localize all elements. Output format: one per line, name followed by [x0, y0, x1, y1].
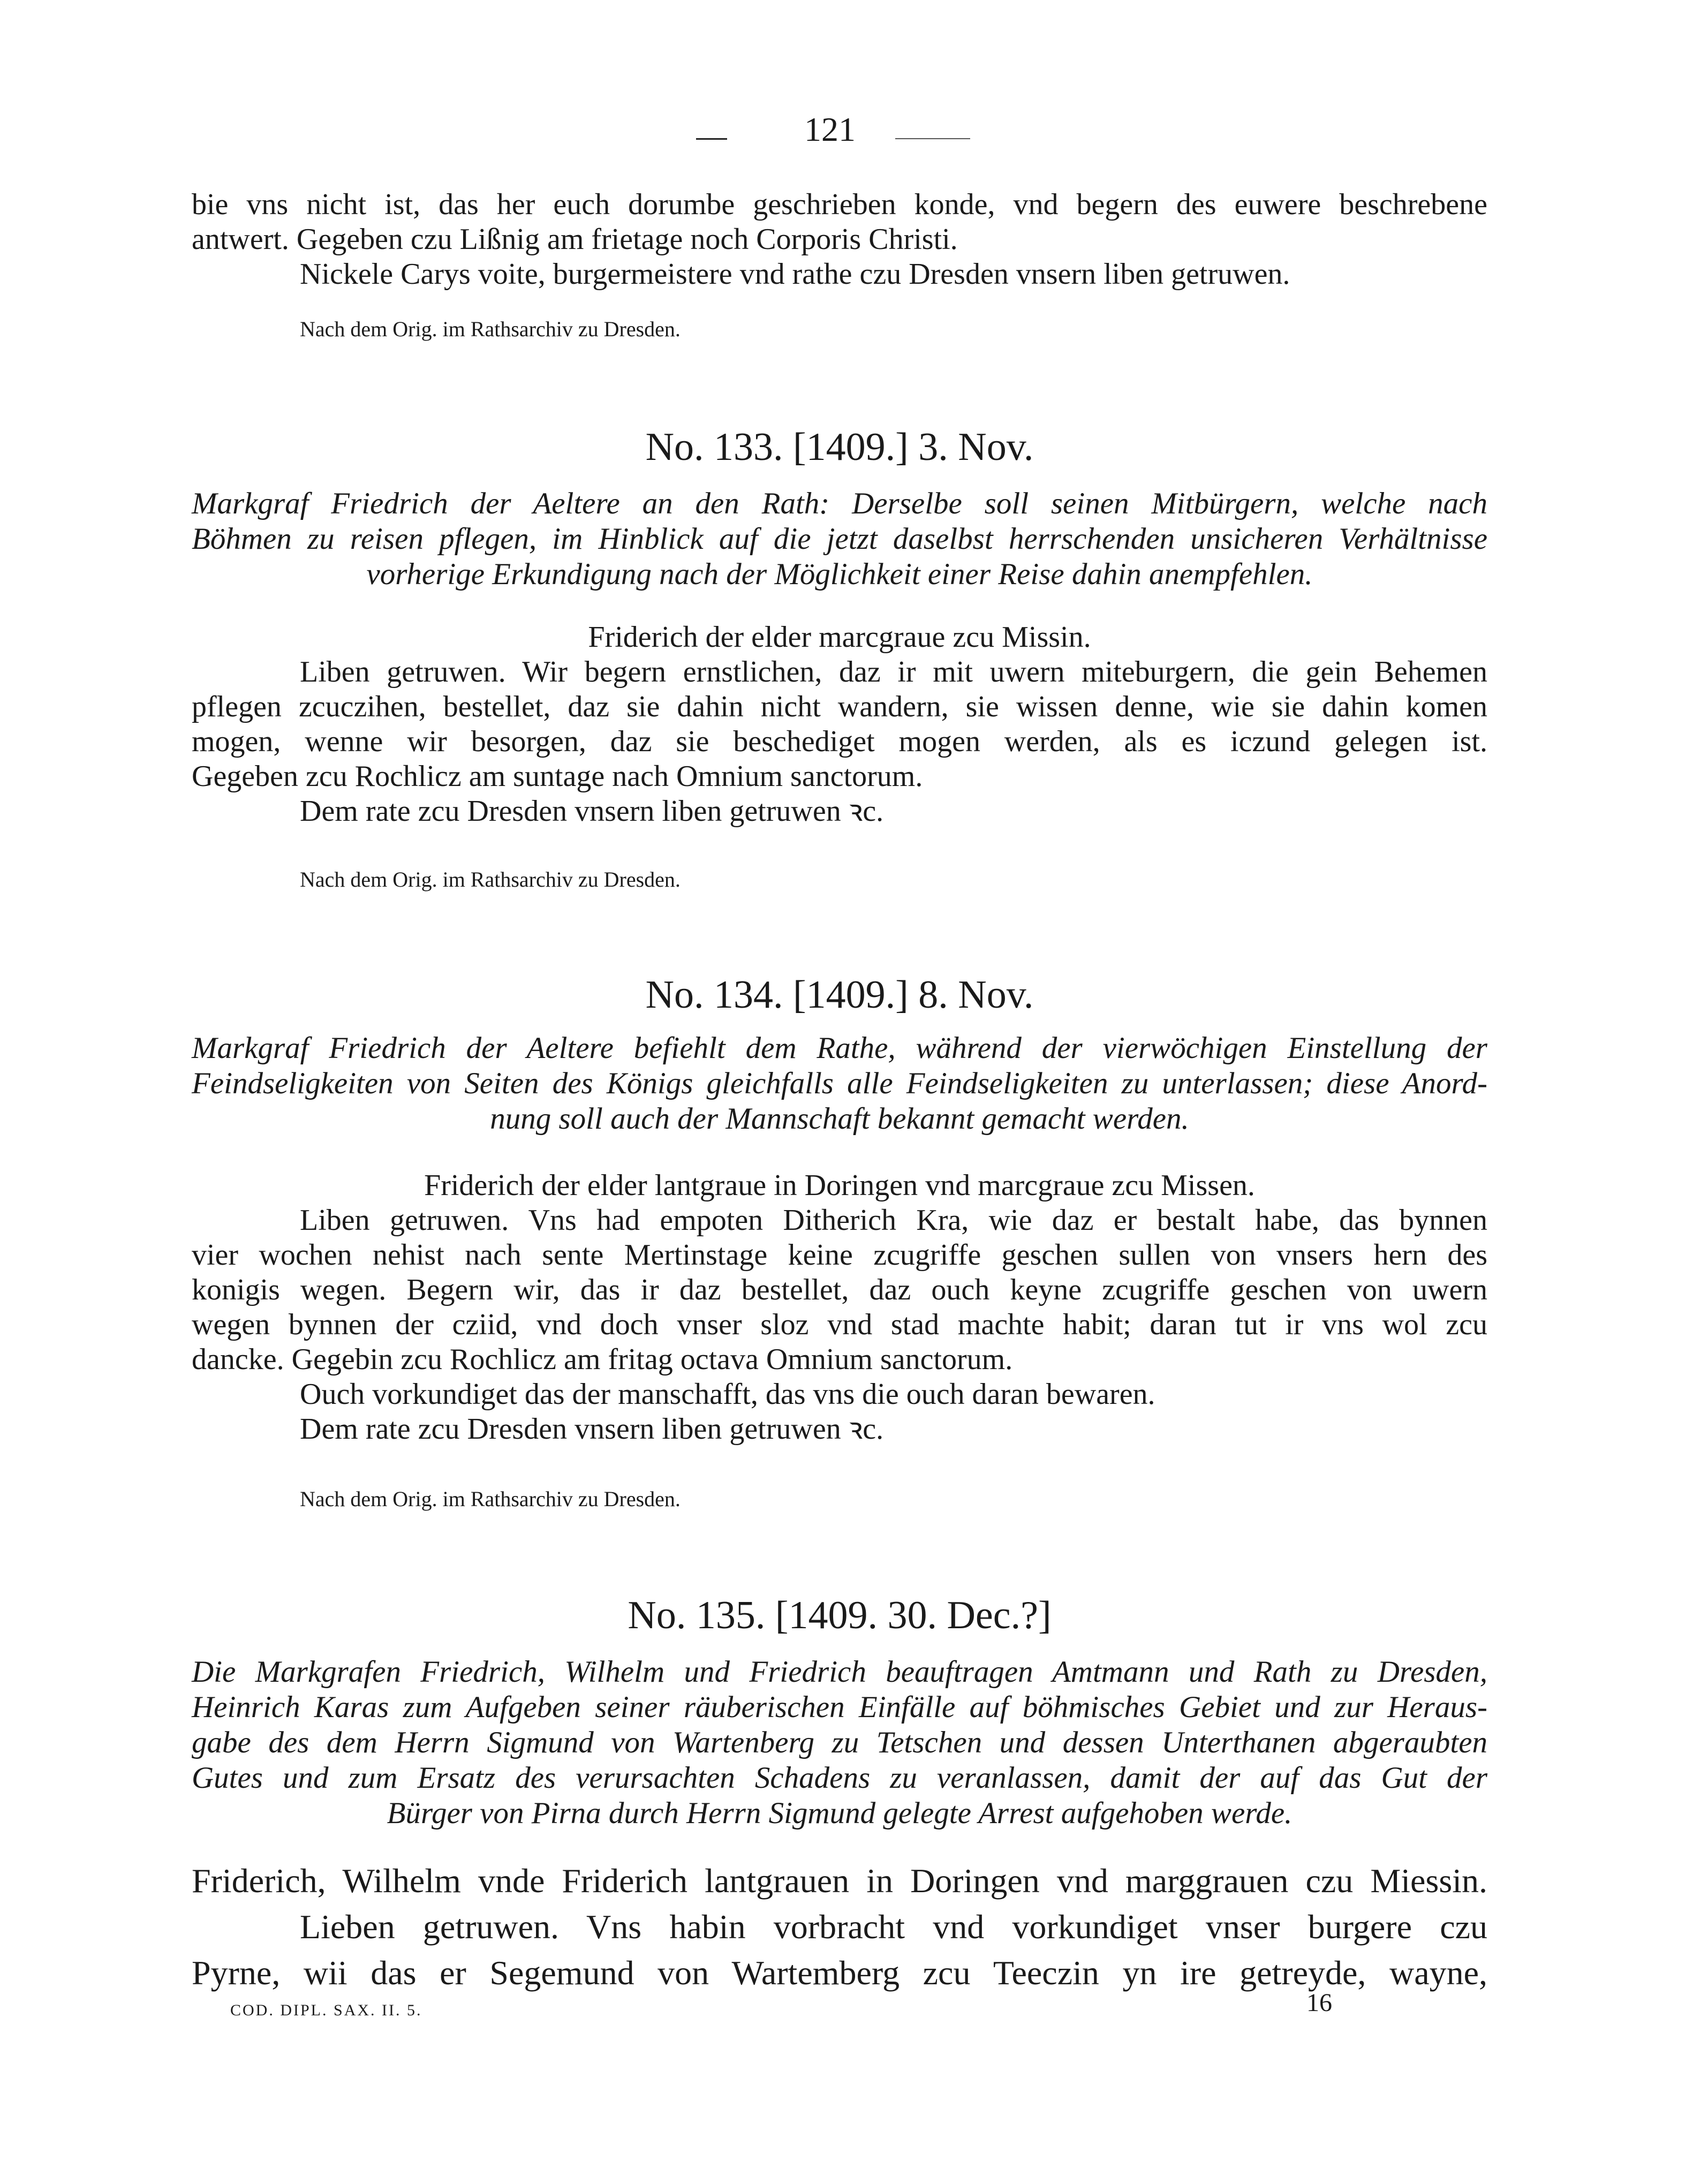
intitulatio: Friderich, Wilhelm vnde Friderich lantgrauen in Doringen vnd marggrauen czu Miessin. — [192, 1862, 1487, 1900]
header-dash-left — [696, 138, 727, 140]
intitulatio: Friderich der elder lantgraue in Doringen vnd marcgraue zcu Missen. — [424, 1169, 1255, 1202]
header-dash-right — [895, 138, 970, 139]
doc-text-133: Friderich der elder marcgraue zcu Missin. Liben getruwen. Wir begern ernstlichen, daz ir mit uwern miteburgern, die gein Behemen pflegen zcuczihen, bestellet, daz sie dahin nicht wandern, sie wissen denne, wie sie dahin komen mogen, wenne wir besorgen, daz sie beschediget mogen werden, als es iczund gelegen ist. Gegeben zcu Rochlicz am suntage nach Omnium sanctorum. Dem rate zcu Dresden vnsern liben getruwen ꝛc. — [192, 621, 1487, 828]
doc-summary-135: Die Markgrafen Friedrich, Wilhelm und Friedrich beauftragen Amtmann und Rath zu Dresden, Heinrich Karas zum Aufgeben seiner räuberischen Einfälle auf böhmisches Gebiet und zur Heraus- gabe des dem Herrn Sigmund von Wartenberg zu Tetschen und dessen Unterthanen abgeraubten Gutes und zum Ersatz des verursachten Schadens zu veranlassen, damit der auf das Gut der Bürger von Pirna durch Herrn Sigmund gelegte Arrest aufgehoben werde. — [192, 1655, 1487, 1830]
text-line: antwert. Gegeben czu Lißnig am frietage noch Corporis Christi. — [192, 223, 958, 256]
bogen-signature: COD. DIPL. SAX. II. 5. — [230, 2001, 422, 2019]
page-number: 121 — [804, 110, 856, 148]
doc-summary-134: Markgraf Friedrich der Aeltere befiehlt dem Rathe, während der vierwöchigen Einstellung der Feindseligkeiten von Seiten des Königs gleichfalls alle Feindseligkeiten zu unterlassen; diese Anord- nung soll auch der Mannschaft bekannt gemacht werden. — [192, 1031, 1487, 1136]
doc-heading-135: No. 135. [1409. 30. Dec.?] — [628, 1593, 1052, 1637]
intitulatio: Friderich der elder marcgraue zcu Missin. — [588, 621, 1091, 654]
source-note: Nach dem Orig. im Rathsarchiv zu Dresden. — [300, 317, 681, 341]
text-line: bie vns nicht ist, das her euch dorumbe geschrieben konde, vnd begern des euwere beschrebene — [192, 188, 1487, 221]
source-note: Nach dem Orig. im Rathsarchiv zu Dresden. — [300, 867, 681, 891]
continuation-text — [192, 187, 1487, 292]
doc-text-135: Friderich, Wilhelm vnde Friderich lantgrauen in Doringen vnd marggrauen czu Miessin. Lieben getruwen. Vns habin vorbracht vnd vorkundiget vnser burgere czu Pyrne, wii das er Segemund von Wartemberg zcu Teeczin yn ire getreyde, wayne, — [192, 1858, 1487, 1996]
doc-summary-133: Markgraf Friedrich der Aeltere an den Rath: Derselbe soll seinen Mitbürgern, welche nach Böhmen zu reisen pflegen, im Hinblick auf die jetzt daselbst herrschenden unsicheren Verhältnisse vorherige Erkundigung nach der Möglichkeit einer Reise dahin anempfehlen. — [192, 487, 1487, 591]
address-line: Dem rate zcu Dresden vnsern liben getruwen ꝛc. — [300, 1412, 884, 1446]
doc-heading-134: No. 134. [1409.] 8. Nov. — [645, 973, 1034, 1017]
address-line: Nickele Carys voite, burgermeistere vnd rathe czu Dresden vnsern liben getruwen. — [300, 258, 1290, 291]
sheet-number: 16 — [1306, 1989, 1332, 2017]
source-note: Nach dem Orig. im Rathsarchiv zu Dresden. — [300, 1487, 681, 1511]
postscript-line: Ouch vorkundiget das der manschafft, das vns die ouch daran bewaren. — [300, 1378, 1155, 1411]
doc-text-134: Friderich der elder lantgraue in Doringen vnd marcgraue zcu Missen. Liben getruwen. Vns had empoten Ditherich Kra, wie daz er bestalt habe, das bynnen vier wochen nehist nach sente Mertinstage keine zcugriffe geschen sullen von vnsers hern des konigis wegen. Begern wir, das ir daz bestellet, daz ouch keyne zcugriffe geschen von uwern wegen bynnen der cziid, vnd doch vnser sloz vnd stad machte habit; daran tut ir vns wol zcu dancke. Gegebin zcu Rochlicz am fritag octava Omnium sanctorum. Ouch vorkundiget das der manschafft, das vns die ouch daran bewaren. Dem rate zcu Dresden vnsern liben getruwen ꝛc. — [192, 1169, 1487, 1446]
address-line: Dem rate zcu Dresden vnsern liben getruwen ꝛc. — [300, 795, 884, 828]
doc-heading-133: No. 133. [1409.] 3. Nov. — [645, 425, 1034, 469]
page-header — [696, 110, 970, 149]
